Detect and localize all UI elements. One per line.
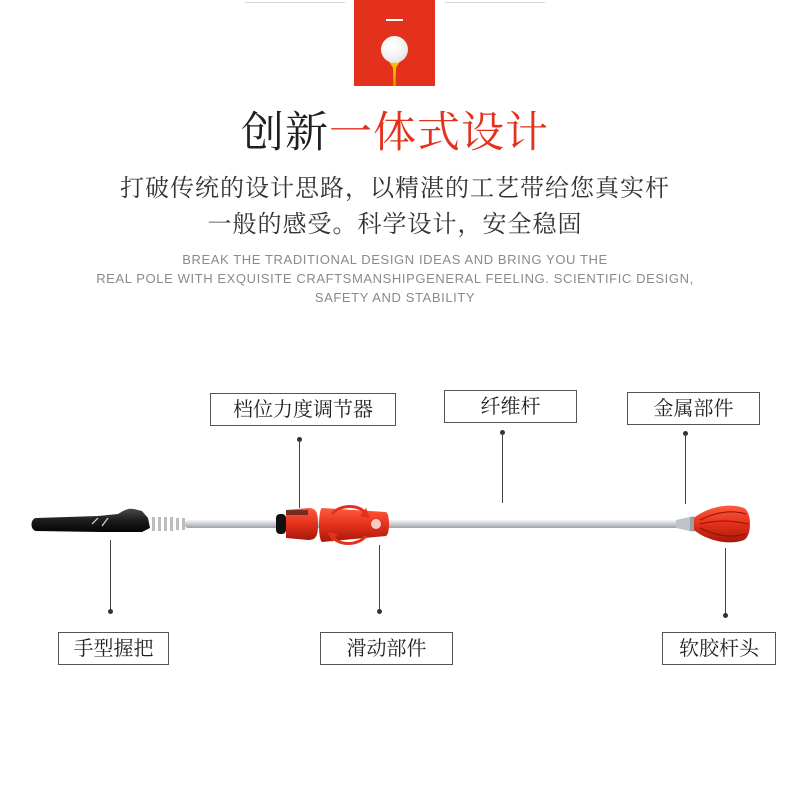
subtitle-line-1: 打破传统的设计思路，以精湛的工艺带给您真实杆 (120, 174, 670, 202)
hand-grip (32, 509, 186, 532)
label-shaft: 纤维杆 (444, 390, 577, 423)
leader-dot-grip (108, 609, 113, 614)
top-divider-right (445, 2, 545, 3)
label-grip: 手型握把 (58, 632, 169, 665)
label-adjuster: 档位力度调节器 (210, 393, 396, 426)
soft-rubber-head (694, 506, 750, 543)
metal-part (676, 516, 696, 532)
english-line-2: REAL POLE WITH EXQUISITE CRAFTSMANSHIPGENERAL FEELING. SCIENTIFIC DESIGN, (96, 271, 694, 286)
top-divider-left (245, 2, 345, 3)
tee-shape (388, 60, 401, 86)
fiber-shaft (185, 520, 685, 528)
leader-dot-head (723, 613, 728, 618)
subtitle-line-2: 一般的感受。科学设计，安全稳固 (207, 210, 583, 238)
gear-adjuster (276, 508, 318, 540)
label-metal: 金属部件 (627, 392, 760, 425)
sliding-part (319, 508, 389, 542)
leader-dot-slider (377, 609, 382, 614)
title-part-black: 创新 (241, 108, 329, 158)
badge-dash (386, 19, 403, 21)
page-title (0, 104, 790, 162)
golf-ball-on-tee-icon (354, 0, 435, 86)
title-part-red: 一体式设计 (329, 108, 549, 158)
golf-training-club (0, 480, 790, 570)
golf-ball-shape (381, 36, 408, 63)
label-head: 软胶杆头 (662, 632, 776, 665)
english-line-1: BREAK THE TRADITIONAL DESIGN IDEAS AND BRING YOU THE (182, 252, 608, 267)
label-slider: 滑动部件 (320, 632, 453, 665)
english-line-3: SAFETY AND STABILITY (314, 290, 476, 305)
